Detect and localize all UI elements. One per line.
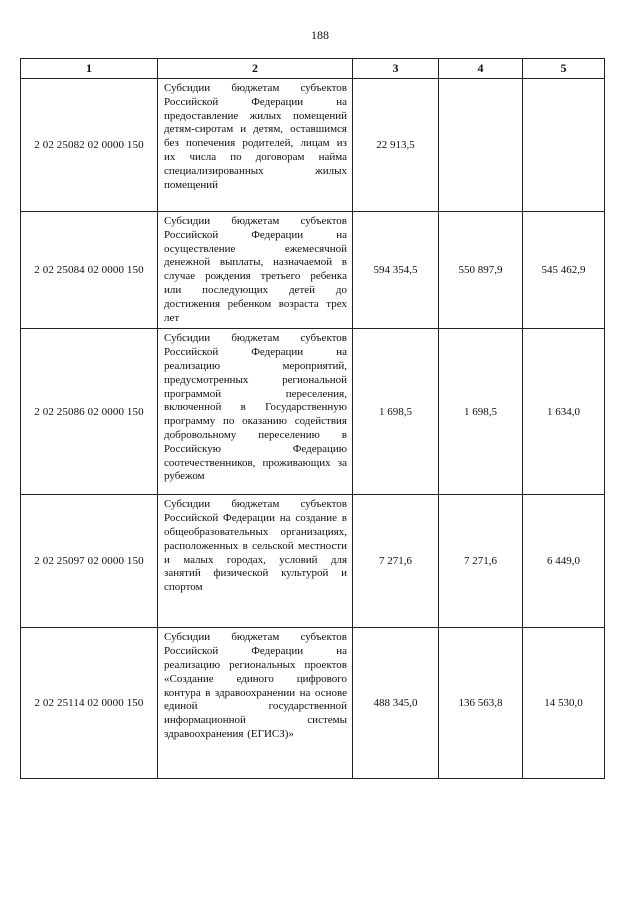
value-col-5	[523, 79, 605, 212]
table-header	[21, 59, 605, 79]
row-description: Субсидии бюджетам субъектов Российской Федерации на предоставление жилых помещений детям-сиротам и детям, оставшимся без попечения родителей, лицам из их числа по договорам найма специализированных жилых помещений	[164, 82, 347, 191]
value-col-4	[439, 79, 523, 212]
value-col-5: 545 462,9	[523, 212, 605, 329]
budget-code: 2 02 25084 02 0000 150	[21, 212, 158, 329]
budget-code: 2 02 25082 02 0000 150	[21, 79, 158, 212]
row-description: Субсидии бюджетам субъектов Российской Федерации на создание в общеобразовательных организациях, расположенных в сельской местности и малых городах, условий для занятий физической культурой и спортом	[164, 498, 347, 594]
value-col-5: 14 530,0	[523, 628, 605, 779]
column-header-3: 3	[353, 59, 439, 79]
row-description: Субсидии бюджетам субъектов Российской Федерации на реализацию мероприятий, предусмотренных региональной программой переселения, включенной в Государственную программу по оказанию содействия добровольному переселению в Российскую Федерацию соотечественников, проживающих за рубежом	[164, 332, 347, 483]
column-header-1: 1	[21, 59, 158, 79]
budget-code: 2 02 25114 02 0000 150	[21, 628, 158, 779]
column-header-2: 2	[158, 59, 353, 79]
value-col-3: 594 354,5	[353, 212, 439, 329]
row-description: Субсидии бюджетам субъектов Российской Федерации на реализацию региональных проектов «Создание единого цифрового контура в здравоохранении на основе единой государственной информационной системы здравоохранения (ЕГИСЗ)»	[164, 631, 347, 740]
column-header-5: 5	[523, 59, 605, 79]
table-row	[21, 329, 605, 495]
column-header-4: 4	[439, 59, 523, 79]
page-number: 188	[311, 28, 329, 42]
table-row	[21, 212, 605, 329]
budget-table	[20, 58, 605, 779]
value-col-3: 1 698,5	[353, 329, 439, 495]
value-col-4: 136 563,8	[439, 628, 523, 779]
table-row	[21, 79, 605, 212]
value-col-5: 1 634,0	[523, 329, 605, 495]
value-col-4: 1 698,5	[439, 329, 523, 495]
value-col-3: 7 271,6	[353, 495, 439, 628]
table-row	[21, 628, 605, 779]
value-col-3: 22 913,5	[353, 79, 439, 212]
value-col-4: 7 271,6	[439, 495, 523, 628]
budget-code: 2 02 25086 02 0000 150	[21, 329, 158, 495]
row-description: Субсидии бюджетам субъектов Российской Федерации на осуществление ежемесячной денежной выплаты, назначаемой в случае рождения третьего ребенка или последующих детей до достижения ребенком возраста трех лет	[164, 215, 347, 324]
budget-code: 2 02 25097 02 0000 150	[21, 495, 158, 628]
table-row	[21, 495, 605, 628]
value-col-4: 550 897,9	[439, 212, 523, 329]
value-col-3: 488 345,0	[353, 628, 439, 779]
value-col-5: 6 449,0	[523, 495, 605, 628]
